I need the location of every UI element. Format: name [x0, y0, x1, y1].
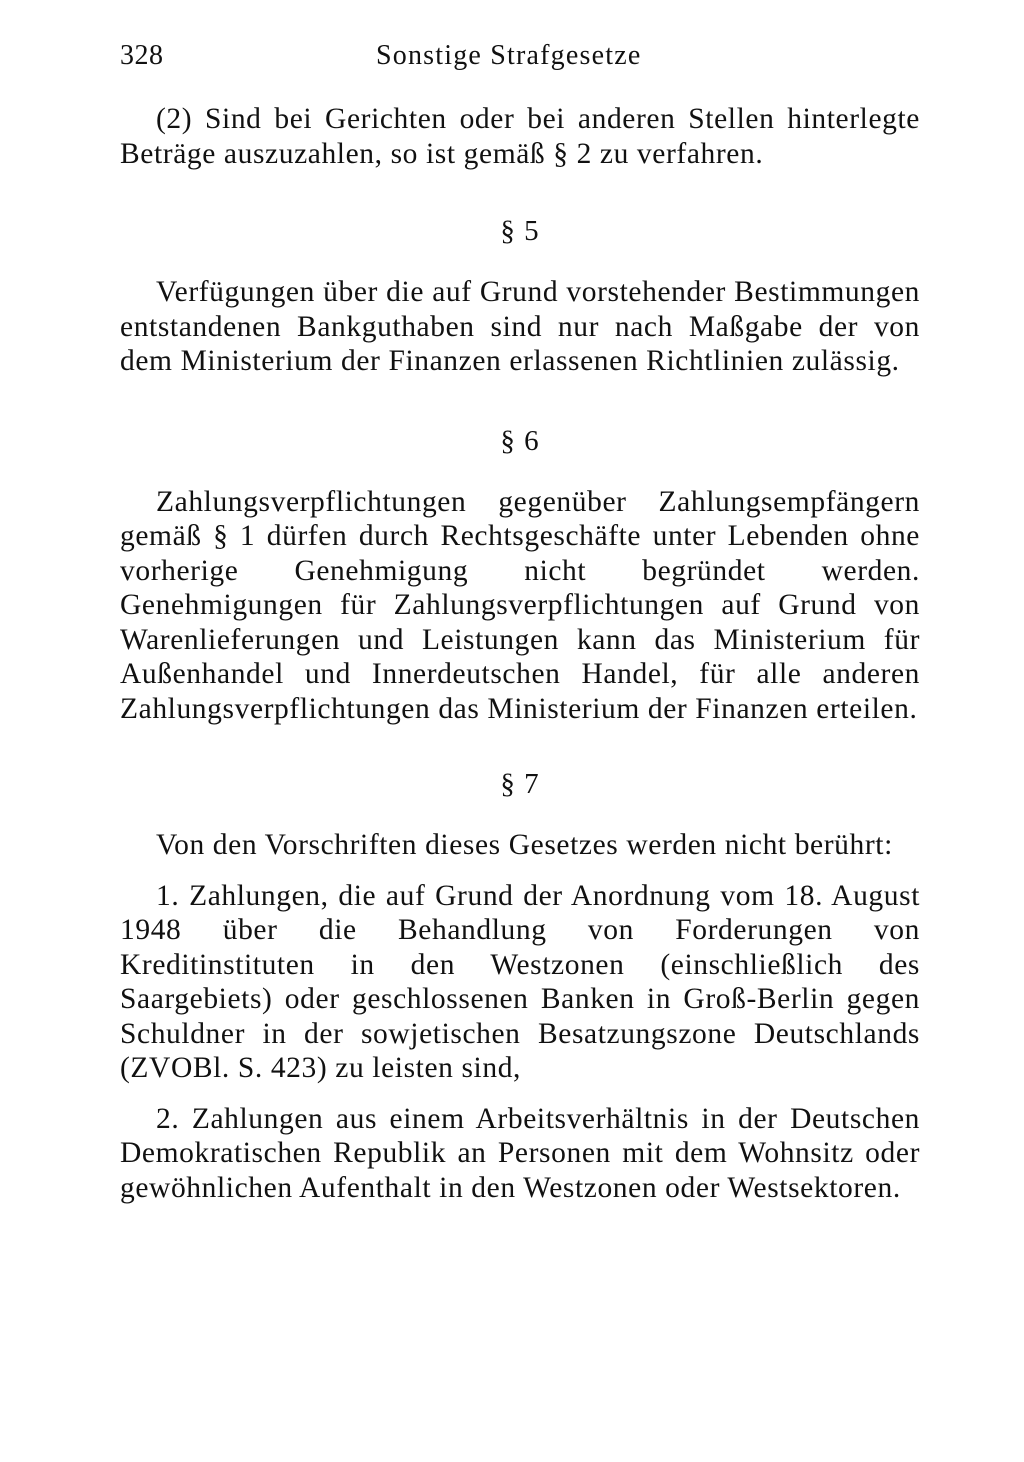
running-title: Sonstige Strafgesetze: [376, 40, 642, 71]
section-7-item-1: 1. Zahlungen, die auf Grund der Anordnung vom 18. August 1948 über die Behandlung von Forderungen von Kreditinstituten in den Westzonen (einschließlich des Saargebiets) oder geschlossenen Banken in Groß-Berlin gegen Schuldner in der sowjetischen Besatzungszone Deutschlands (ZVOBl. S. 423) zu leisten sind,: [120, 879, 920, 1084]
section-5-heading: § 5: [500, 215, 540, 247]
section-7-heading: § 7: [500, 768, 540, 800]
section-6-heading: § 6: [500, 424, 540, 457]
document-page: [120, 36, 920, 1205]
paragraph-4-2: (2) Sind bei Gerichten oder bei anderen Stellen hinterlegte Beträge auszuzahlen, so ist gemäß § 2 zu verfahren.: [120, 103, 920, 170]
section-6-text: Zahlungsverpflichtungen gegenüber Zahlungsempfängern gemäß § 1 dürfen durch Rechtsgeschäfte unter Lebenden ohne vorherige Genehmigung nicht begründet werden. Genehmigungen für Zahlungsverpflichtungen auf Grund von Warenlieferungen und Leistungen kann das Ministerium für Außenhandel und Innerdeutschen Handel, für alle anderen Zahlungsverpflichtungen das Ministerium der Finanzen erteilen.: [120, 485, 920, 725]
page-number: 328: [120, 40, 164, 71]
section-5-text: Verfügungen über die auf Grund vorstehender Bestimmungen entstandenen Bankguthaben sind nur nach Maßgabe der von dem Ministerium der Finanzen erlassenen Richtlinien zulässig.: [120, 276, 920, 377]
page-header: [120, 36, 920, 76]
section-7-item-2: 2. Zahlungen aus einem Arbeitsverhältnis in der Deutschen Demokratischen Republik an Personen mit dem Wohnsitz oder gewöhnlichen Aufenthalt in den Westzonen oder Westsektoren.: [120, 1102, 920, 1204]
section-7-intro: Von den Vorschriften dieses Gesetzes werden nicht berührt:: [156, 829, 893, 861]
